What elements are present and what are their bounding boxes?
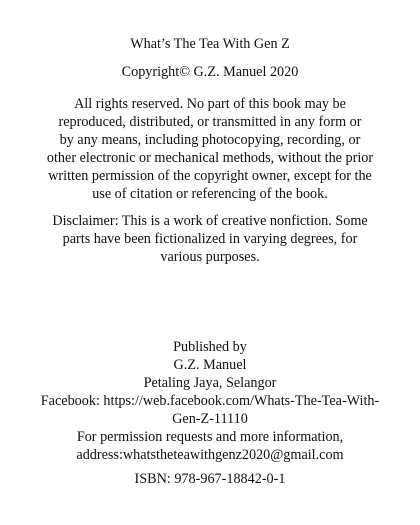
rights-line: by any means, including photocopying, recording, or: [59, 132, 361, 148]
rights-reserved-paragraph: [30, 95, 390, 203]
publisher-line: Published by: [173, 339, 247, 355]
copyright-notice: [30, 63, 390, 81]
rights-line: use of citation or referencing of the book.: [92, 186, 328, 202]
publisher-line: G.Z. Manuel: [173, 357, 247, 373]
rights-line: other electronic or mechanical methods, without the prior: [46, 150, 374, 166]
publisher-line: Gen-Z-11110: [172, 411, 248, 427]
publisher-line: Facebook: https://web.facebook.com/Whats-The-Tea-With-: [40, 393, 380, 409]
rights-line: reproduced, distributed, or transmitted in any form or: [58, 114, 362, 130]
publisher-line: Petaling Jaya, Selangor: [143, 375, 277, 391]
publisher-line: For permission requests and more information,: [76, 429, 344, 445]
disclaimer-line: Disclaimer: This is a work of creative nonfiction. Some: [52, 213, 368, 229]
rights-line: All rights reserved. No part of this book may be: [74, 96, 346, 112]
book-title-text: What’s The Tea With Gen Z: [130, 36, 290, 52]
disclaimer-line: various purposes.: [160, 249, 260, 265]
disclaimer-line: parts have been fictionalized in varying degrees, for: [62, 231, 358, 247]
isbn: [30, 470, 390, 488]
publisher-line: address:whatstheteawithgenz2020@gmail.com: [76, 447, 344, 463]
copyright-text: Copyright© G.Z. Manuel 2020: [121, 64, 299, 80]
publisher-info: [30, 338, 390, 464]
isbn-text: ISBN: 978-967-18842-0-1: [134, 471, 286, 487]
disclaimer-paragraph: [30, 212, 390, 266]
rights-line: written permission of the copyright owner, except for the: [48, 168, 372, 184]
book-title: [30, 35, 390, 53]
